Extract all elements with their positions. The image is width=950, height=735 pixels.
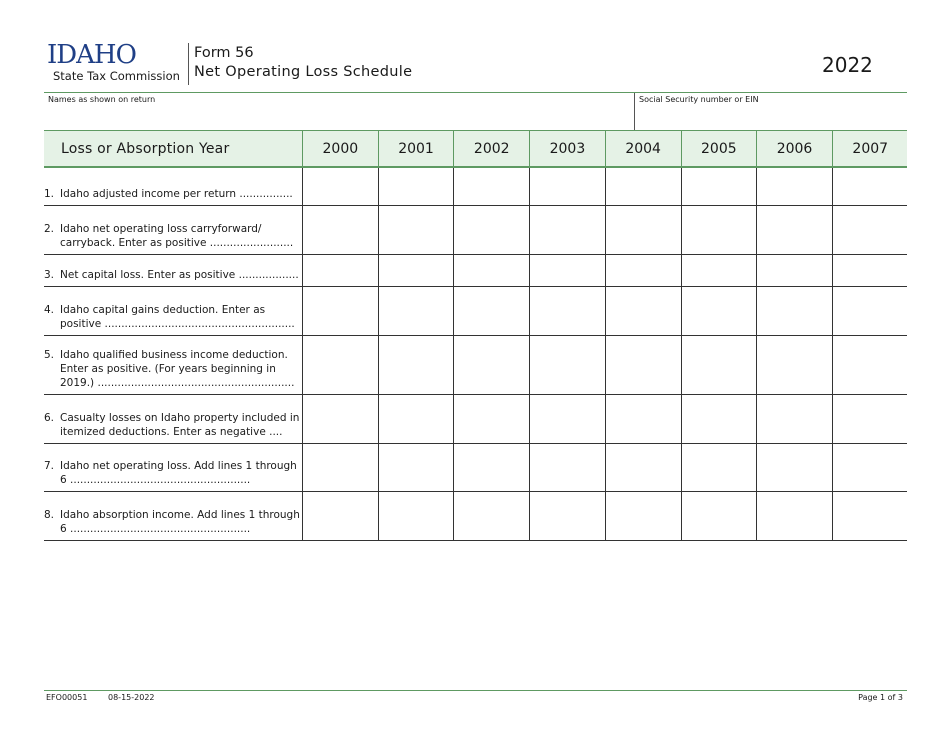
row-text: Idaho net operating loss. Add lines 1 through 6 ......................................................	[60, 460, 297, 486]
amount-cell[interactable]	[378, 168, 454, 205]
row-number: 3.	[44, 269, 55, 281]
amount-cell[interactable]	[681, 444, 757, 491]
amount-cell[interactable]	[453, 336, 529, 394]
table-row-3	[44, 255, 907, 287]
ssn-divider	[634, 93, 635, 130]
revision-date: 08-15-2022	[108, 693, 155, 702]
row-label	[44, 411, 300, 439]
row-label	[44, 459, 300, 487]
amount-cell[interactable]	[302, 395, 378, 443]
amount-cell[interactable]	[681, 492, 757, 540]
row-text: Idaho absorption income. Add lines 1 through 6 ......................................................	[60, 509, 300, 535]
amount-cell[interactable]	[832, 492, 908, 540]
amount-cell[interactable]	[453, 287, 529, 335]
amount-cell[interactable]	[681, 336, 757, 394]
amount-cell[interactable]	[756, 255, 832, 286]
row-number: 5.	[44, 349, 55, 361]
year-col-2002: 2002	[453, 131, 529, 167]
year-col-2003: 2003	[529, 131, 605, 167]
table-header	[44, 130, 907, 168]
amount-cell[interactable]	[378, 395, 454, 443]
amount-cell[interactable]	[832, 168, 908, 205]
form-id: EFO00051	[46, 693, 88, 702]
amount-cell[interactable]	[605, 336, 681, 394]
amount-cell[interactable]	[378, 255, 454, 286]
amount-cell[interactable]	[756, 287, 832, 335]
row-number: 7.	[44, 460, 55, 472]
row-label	[44, 187, 300, 201]
amount-cell[interactable]	[302, 287, 378, 335]
amount-cell[interactable]	[529, 206, 605, 254]
amount-cell[interactable]	[529, 336, 605, 394]
amount-cell[interactable]	[453, 206, 529, 254]
amount-cell[interactable]	[302, 492, 378, 540]
table-row-6	[44, 395, 907, 444]
year-col-2007: 2007	[832, 131, 908, 167]
amount-cell[interactable]	[605, 395, 681, 443]
footer-rule	[44, 690, 907, 691]
row-label	[44, 268, 300, 282]
table-row-7	[44, 444, 907, 492]
form-number: Form 56	[194, 45, 254, 61]
amount-cell[interactable]	[378, 287, 454, 335]
amount-cell[interactable]	[681, 206, 757, 254]
amount-cell[interactable]	[302, 206, 378, 254]
amount-cell[interactable]	[605, 206, 681, 254]
form-title: Net Operating Loss Schedule	[194, 64, 413, 80]
table-row-2	[44, 206, 907, 255]
amount-cell[interactable]	[302, 255, 378, 286]
amount-cell[interactable]	[756, 492, 832, 540]
amount-cell[interactable]	[453, 492, 529, 540]
amount-cell[interactable]	[681, 287, 757, 335]
amount-cell[interactable]	[681, 255, 757, 286]
amount-cell[interactable]	[529, 287, 605, 335]
row-number: 1.	[44, 188, 55, 200]
top-rule	[44, 92, 907, 93]
amount-cell[interactable]	[453, 255, 529, 286]
row-text: Casualty losses on Idaho property included in itemized deductions. Enter as negative ....	[60, 412, 300, 438]
year-col-2005: 2005	[681, 131, 757, 167]
row-number: 6.	[44, 412, 55, 424]
year-col-2001: 2001	[378, 131, 454, 167]
amount-cell[interactable]	[681, 395, 757, 443]
tax-year: 2022	[822, 53, 873, 77]
amount-cell[interactable]	[832, 395, 908, 443]
row-label	[44, 508, 300, 536]
amount-cell[interactable]	[832, 287, 908, 335]
names-field-label: Names as shown on return	[48, 95, 156, 104]
amount-cell[interactable]	[378, 444, 454, 491]
amount-cell[interactable]	[453, 168, 529, 205]
year-col-2004: 2004	[605, 131, 681, 167]
amount-cell[interactable]	[529, 395, 605, 443]
amount-cell[interactable]	[529, 492, 605, 540]
amount-cell[interactable]	[756, 395, 832, 443]
amount-cell[interactable]	[756, 444, 832, 491]
amount-cell[interactable]	[832, 255, 908, 286]
amount-cell[interactable]	[302, 168, 378, 205]
amount-cell[interactable]	[529, 444, 605, 491]
row-number: 8.	[44, 509, 55, 521]
year-header-label: Loss or Absorption Year	[61, 141, 230, 157]
logo-subtitle: State Tax Commission	[53, 69, 180, 83]
table-row-1	[44, 168, 907, 206]
amount-cell[interactable]	[756, 336, 832, 394]
amount-cell[interactable]	[605, 168, 681, 205]
amount-cell[interactable]	[605, 255, 681, 286]
row-text: Idaho qualified business income deduction. Enter as positive. (For years beginning in 2019.) ...........................................................	[60, 349, 295, 389]
amount-cell[interactable]	[832, 444, 908, 491]
logo-wordmark: IDAHO	[47, 40, 136, 70]
row-text: Net capital loss. Enter as positive ..................	[60, 269, 299, 281]
row-label	[44, 348, 300, 390]
amount-cell[interactable]	[605, 492, 681, 540]
amount-cell[interactable]	[302, 336, 378, 394]
year-col-2006: 2006	[756, 131, 832, 167]
amount-cell[interactable]	[832, 336, 908, 394]
amount-cell[interactable]	[832, 206, 908, 254]
table-row-5	[44, 336, 907, 395]
row-text: Idaho capital gains deduction. Enter as positive .........................................................	[60, 304, 295, 330]
row-number: 2.	[44, 223, 55, 235]
row-label	[44, 303, 300, 331]
row-text: Idaho net operating loss carryforward/ carryback. Enter as positive .........................	[60, 223, 294, 249]
amount-cell[interactable]	[453, 444, 529, 491]
amount-cell[interactable]	[756, 206, 832, 254]
row-text: Idaho adjusted income per return ................	[60, 188, 293, 200]
year-col-2000: 2000	[302, 131, 378, 167]
amount-cell[interactable]	[378, 206, 454, 254]
amount-cell[interactable]	[529, 168, 605, 205]
idaho-logo	[47, 40, 187, 86]
amount-cell[interactable]	[756, 168, 832, 205]
table-row-8	[44, 492, 907, 541]
amount-cell[interactable]	[378, 336, 454, 394]
ssn-field-label: Social Security number or EIN	[639, 95, 759, 104]
amount-cell[interactable]	[529, 255, 605, 286]
amount-cell[interactable]	[378, 492, 454, 540]
row-label	[44, 222, 300, 250]
row-number: 4.	[44, 304, 55, 316]
table-row-4	[44, 287, 907, 336]
page-number: Page 1 of 3	[858, 693, 903, 702]
amount-cell[interactable]	[605, 444, 681, 491]
header-divider	[188, 43, 189, 85]
amount-cell[interactable]	[605, 287, 681, 335]
amount-cell[interactable]	[302, 444, 378, 491]
amount-cell[interactable]	[453, 395, 529, 443]
amount-cell[interactable]	[681, 168, 757, 205]
